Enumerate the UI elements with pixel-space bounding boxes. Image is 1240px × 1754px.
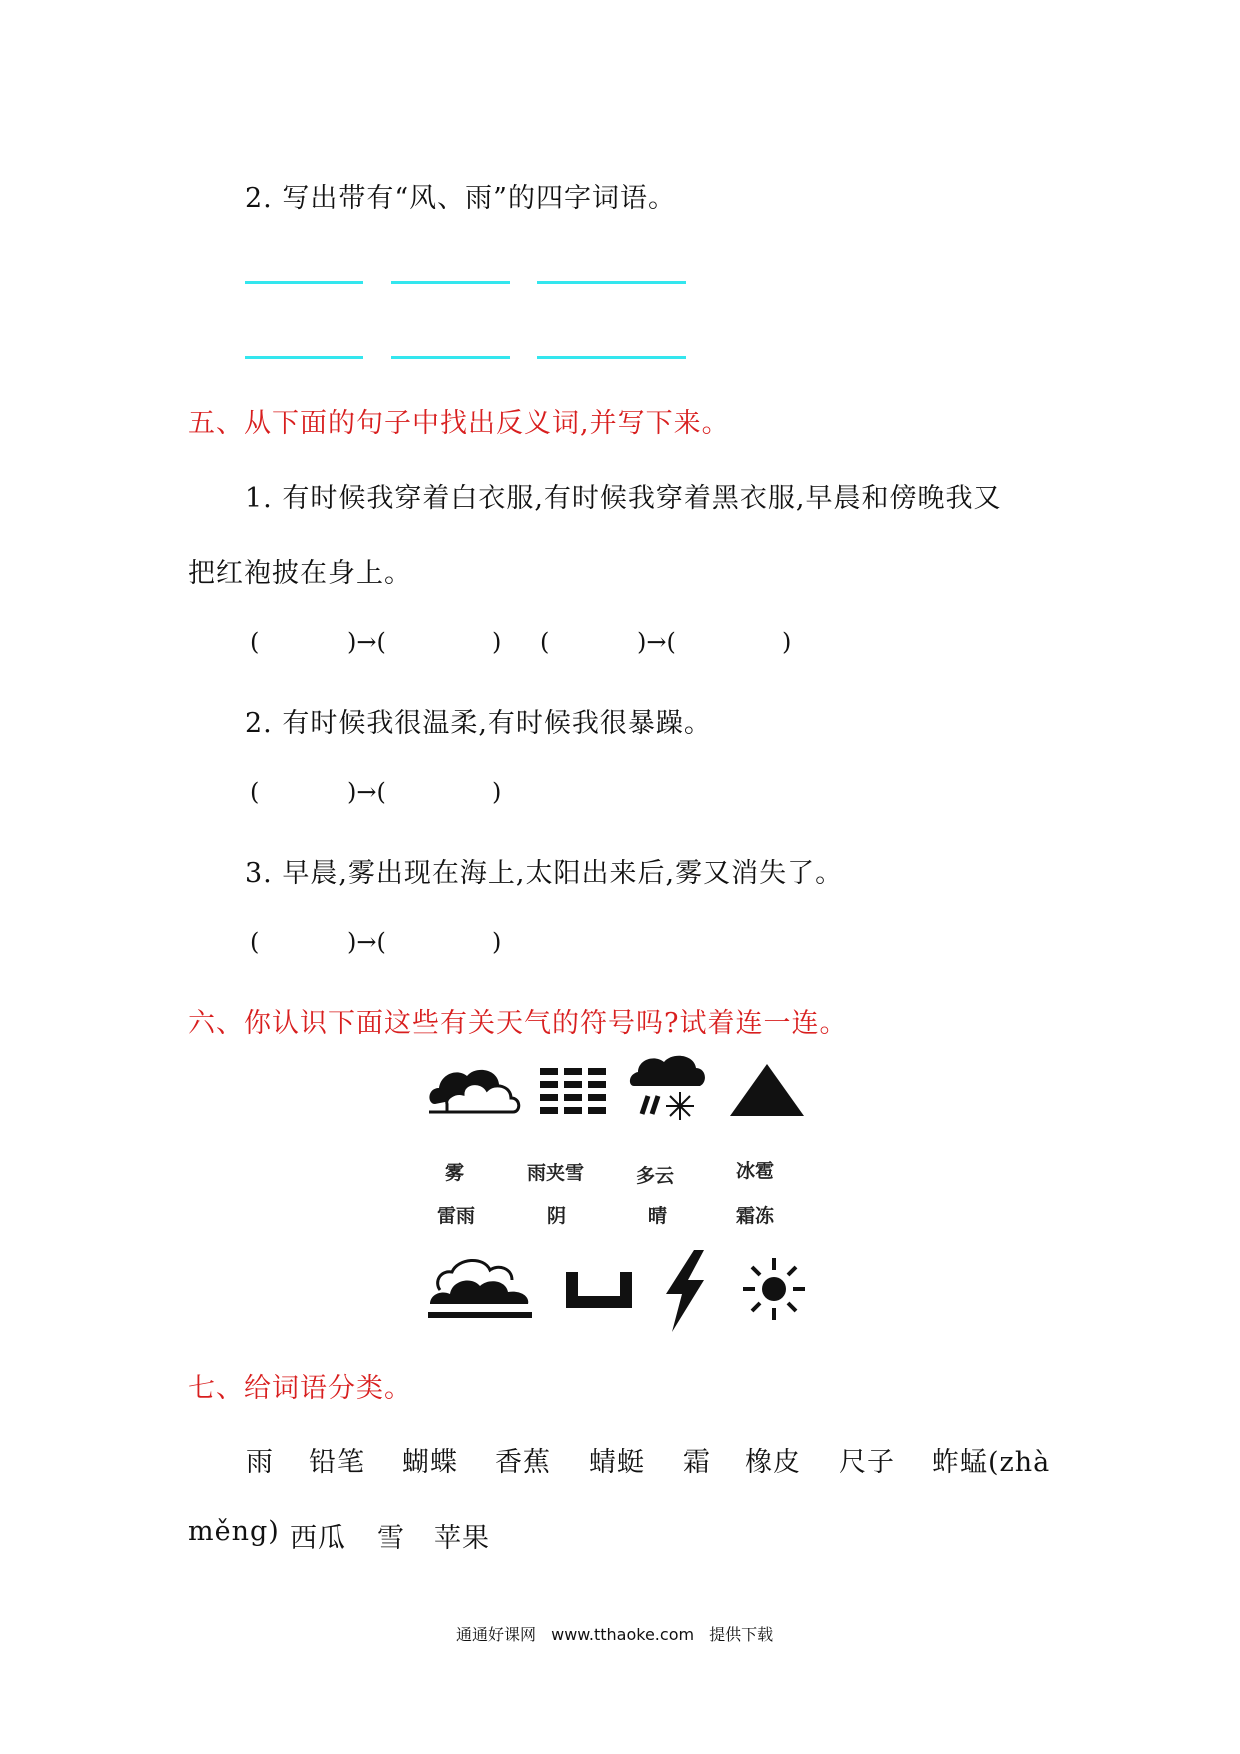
word-item: 雪 [377, 1523, 405, 1554]
word-item: 西瓜 [290, 1523, 346, 1554]
weather-label-thunderstorm[interactable]: 雷雨 [437, 1205, 476, 1227]
answer-line[interactable] [391, 281, 510, 284]
footer-url[interactable]: www.tthaoke.com [551, 1625, 695, 1644]
answer-blank-row[interactable] [250, 928, 510, 958]
weather-label-overcast[interactable]: 阴 [547, 1205, 567, 1227]
section-5-heading: 五、从下面的句子中找出反义词,并写下来。 [188, 408, 730, 439]
weather-label-hail[interactable]: 冰雹 [736, 1160, 775, 1182]
answer-blank-row[interactable] [250, 778, 510, 808]
answer-line[interactable] [537, 356, 686, 359]
close-paren: ) [782, 628, 792, 656]
word-item: 铅笔 [309, 1447, 365, 1478]
sun-icon[interactable] [741, 1256, 807, 1322]
q5-item2: 2. 有时候我很温柔,有时候我很暴躁。 [245, 708, 712, 739]
word-item: 蚱蜢(zhà [932, 1447, 1051, 1478]
sleet-icon[interactable] [628, 1052, 708, 1122]
q4-item2-prompt: 2. 写出带有“风、雨”的四字词语。 [245, 183, 676, 214]
word-item: 蝴蝶 [402, 1447, 458, 1478]
arrow: )→( [347, 628, 386, 656]
weather-label-fog[interactable]: 雾 [445, 1162, 465, 1184]
footer-site-name: 通通好课网 [456, 1625, 537, 1644]
close-paren: ) [492, 778, 502, 806]
open-paren: ( [250, 928, 260, 956]
section-7-heading: 七、给词语分类。 [188, 1373, 412, 1404]
footer-suffix: 提供下载 [709, 1625, 774, 1644]
word-item: 霜 [683, 1447, 711, 1478]
word-item: 蜻蜓 [589, 1447, 645, 1478]
open-paren: ( [250, 628, 260, 656]
weather-label-cloudy[interactable]: 多云 [636, 1165, 675, 1187]
overcast-icon[interactable] [428, 1256, 534, 1322]
word-item-pinyin: měng) [188, 1516, 280, 1547]
open-paren: ( [250, 778, 260, 806]
cloud-icon[interactable] [425, 1062, 521, 1118]
word-item: 香蕉 [495, 1447, 551, 1478]
frost-icon[interactable] [566, 1272, 632, 1308]
answer-line[interactable] [391, 356, 510, 359]
open-paren: ( [540, 628, 550, 656]
arrow: )→( [637, 628, 676, 656]
word-item: 橡皮 [745, 1447, 801, 1478]
weather-label-frost[interactable]: 霜冻 [736, 1205, 775, 1227]
arrow: )→( [347, 928, 386, 956]
weather-label-sleet[interactable]: 雨夹雪 [527, 1162, 585, 1184]
hail-icon[interactable] [728, 1062, 806, 1118]
page-footer [456, 1622, 783, 1645]
q5-item1-line2: 把红袍披在身上。 [188, 558, 412, 589]
fog-icon[interactable] [540, 1068, 608, 1114]
answer-blank-row[interactable] [250, 628, 800, 658]
close-paren: ) [492, 628, 502, 656]
q5-item3: 3. 早晨,雾出现在海上,太阳出来后,雾又消失了。 [245, 858, 844, 889]
word-item: 尺子 [839, 1447, 895, 1478]
answer-line[interactable] [245, 281, 363, 284]
weather-label-sunny[interactable]: 晴 [648, 1205, 668, 1227]
word-item: 雨 [246, 1447, 274, 1478]
close-paren: ) [492, 928, 502, 956]
arrow: )→( [347, 778, 386, 806]
answer-line[interactable] [245, 356, 363, 359]
q5-item1-line1: 1. 有时候我穿着白衣服,有时候我穿着黑衣服,早晨和傍晚我又 [245, 483, 1002, 514]
section-6-heading: 六、你认识下面这些有关天气的符号吗?试着连一连。 [188, 1008, 848, 1039]
answer-line[interactable] [537, 281, 686, 284]
word-item: 苹果 [434, 1523, 490, 1554]
lightning-icon[interactable] [660, 1250, 708, 1332]
